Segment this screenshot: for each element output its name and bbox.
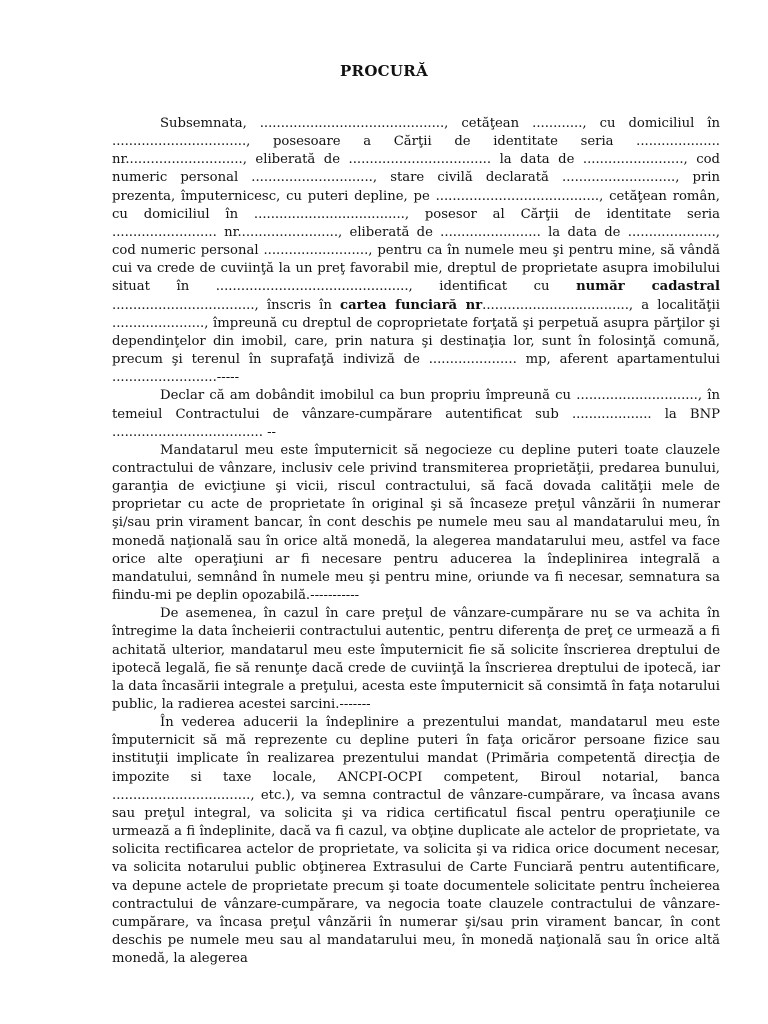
bold-term-carte-funciara: cartea funciară nr (340, 297, 483, 313)
document-body (112, 115, 720, 968)
paragraph-text: ..................................., a localităţii ......................, împreună cu dreptul de coproprietate forţată şi perpetuă asupra părţilor şi dependinţelor din imobil, care, prin natura şi destinaţia lor, sunt în folosinţă comună, precum şi terenul în suprafaţă indiviză de ..................... mp, aferent apartamentului .........................----- (112, 297, 720, 386)
document-title: PROCURĂ (339, 62, 429, 80)
paragraph-de-asemenea: De asemenea, în cazul în care preţul de vânzare-cumpărare nu se va achita în întregime la data încheierii contractului autentic, pentru diferenţa de preţ ce urmează a fi achitată ulterior, mandatarul meu este împuternicit fie să solicite înscrierea dreptului de ipotecă legală, fie să renunţe dacă crede de cuviinţă la înscrierea dreptului de ipotecă, iar la data încasării integrale a preţului, acesta este împuternicit să consimtă în faţa notarului public, la radierea acestei sarcini.------- (112, 606, 720, 712)
paragraph-in-vederea: În vederea aducerii la îndeplinire a prezentului mandat, mandatarul meu este împuternicit să mă reprezente cu depline puteri în faţa oricăror persoane fizice sau instituţii implicate în realizarea prezentului mandat (Primăria competentă direcţia de impozite si taxe locale, ANCPI-OCPI competent, Biroul notarial, banca ................................., etc.), va semna contractul de vânzare-cumpărare, va încasa avans sau preţul integral, va solicita şi va ridica certificatul fiscal pentru operaţiunile ce urmează a fi îndeplinite, dacă va fi cazul, va obţine duplicate ale actelor de proprietate, va solicita rectificarea actelor de proprietate, va solicita şi va ridica orice document necesar, va solicita notarului public obţinerea Extrasului de Carte Funciară pentru autentificare, va depune actele de proprietate precum şi toate documentele solicitate pentru încheierea contractului de vânzare-cumpărare, va negocia toate clauzele contractului de vânzare-cumpărare, va încasa preţul vânzării în numerar şi/sau prin virament bancar, în cont deschis pe numele meu sau al mandatarului meu, în monedă naţională sau în orice altă monedă, la alegerea (112, 715, 720, 967)
bold-term-cadastral: număr cadastral (576, 279, 720, 295)
paragraph-mandatarul: Mandatarul meu este împuternicit să negocieze cu depline puteri toate clauzele contractului de vânzare, inclusiv cele privind transmiterea proprietăţii, predarea bunului, garanţia de evicţiune şi vicii, riscul contractului, să facă dovada calităţii mele de proprietar cu acte de proprietate în original şi să încaseze preţul vânzării în numerar şi/sau prin virament bancar, în cont deschis pe numele meu sau al mandatarului meu, în monedă naţională sau în orice altă monedă, la alegerea mandatarului meu, astfel va face orice alte operaţiuni ar fi necesare pentru aducerea la îndeplinirea integrală a mandatului, semnând în numele meu şi pentru mine, oriunde va fi necesar, semnatura sa fiindu-mi pe deplin opozabilă.----------- (112, 442, 720, 604)
paragraph-text: Subsemnata, ............................................, cetăţean ............, cu domiciliul în ................................, posesoare a Cărţii de identitate seria .................... nr............................, eliberată de .................................. la data de ........................, cod numeric personal ............................., stare civilă declarată ..........................., prin prezenta, împuternicesc, cu puteri depline, pe ......................................., cetăţean român, cu domiciliul în ...................................., posesor al Cărţii de identitate seria ......................... nr........................, eliberată de ........................ la data de ....................., cod numeric personal ........................., pentru ca în numele meu şi pentru mine, să vândă cui va crede de cuviinţă la un preţ favorabil mie, dreptul de proprietate asupra imobilului situat în .............................................., identificat cu (112, 116, 720, 295)
paragraph-text: .................................., înscris în (112, 297, 332, 313)
paragraph-declar: Declar că am dobândit imobilul ca bun propriu împreună cu ............................., în temeiul Contractului de vânzare-cumpărare autentificat sub ................... la BNP .................................... -- (112, 388, 720, 440)
paragraph-subsemnata (112, 115, 720, 387)
